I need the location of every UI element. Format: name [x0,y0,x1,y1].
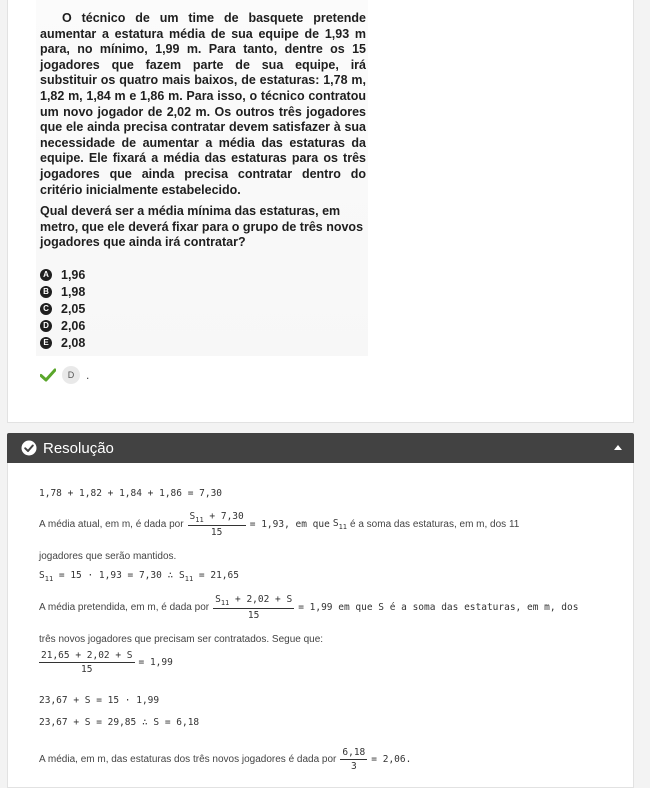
question-text [40,11,366,251]
fraction [340,747,367,772]
s-sub: 11 [195,515,204,524]
option-value: 1,96 [61,267,86,282]
s-sub: 11 [44,574,54,583]
option-a[interactable] [40,266,85,283]
denominator: 15 [210,526,223,538]
resolution-line-6: três novos jogadores que precisam ser contratados. Segue que: [39,634,324,645]
denominator: 15 [247,609,260,621]
equation: = 21,65 [193,570,239,581]
checkmark-icon [40,368,56,382]
resolution-line-5 [39,594,578,621]
option-value: 2,05 [61,301,86,316]
option-d[interactable] [40,317,85,334]
s-sub: 11 [184,574,194,583]
s-var: S [39,570,45,581]
option-letter-icon: B [40,286,52,298]
s-var: S [332,518,339,529]
option-letter-icon: C [40,303,52,315]
resolution-line-2 [39,511,519,538]
question-prompt: Qual deverá ser a média mínima das estaturas, em metro, que ele deverá fixar para o grupo de três novos jogadores que ainda irá contratar? [40,204,364,250]
denominator: 3 [350,761,357,772]
check-circle-icon [21,440,37,456]
resolution-line-3: jogadores que serão mantidos. [39,551,177,562]
text: A média, em m, das estaturas dos três novos jogadores é dada por [39,754,337,765]
text: A média pretendida, em m, é dada por [39,601,210,613]
answer-suffix: . [86,368,90,382]
equation: = 1,99 em que S é a soma das estaturas, em m, dos [298,601,579,613]
equation: = 1,93, em que [249,518,330,530]
resolution-line-9: 23,67 + S = 29,85 ∴ S = 6,18 [39,717,200,728]
denominator: 15 [81,664,93,675]
fraction [39,650,135,675]
option-e[interactable] [40,334,85,351]
options-list [40,266,85,351]
fraction [213,594,294,621]
option-value: 2,08 [61,335,86,350]
answer-row [40,366,89,384]
s-sub: 11 [338,522,347,531]
fraction [188,511,246,538]
option-b[interactable] [40,283,85,300]
resolution-title: Resolução [43,439,114,457]
resolution-line-8: 23,67 + S = 15 · 1,99 [39,695,160,706]
option-c[interactable] [40,300,85,317]
text: é a soma das estaturas, em m, dos 11 [350,518,520,530]
resolution-body [7,463,634,788]
resolution-line-10 [39,747,411,772]
numerator-tail: + 7,30 [203,511,244,522]
equation: = 2,06. [371,754,412,765]
resolution-line-1: 1,78 + 1,82 + 1,84 + 1,86 = 7,30 [39,488,223,499]
answer-badge: D [62,366,80,384]
resolution-line-7 [39,650,173,675]
numerator-tail: + 2,02 + S [229,594,293,605]
option-letter-icon: A [40,269,52,281]
option-value: 1,98 [61,284,86,299]
resolution-line-4 [39,570,239,583]
text: A média atual, em m, é dada por [39,518,184,530]
option-value: 2,06 [61,318,86,333]
question-paragraph: O técnico de um time de basquete pretende aumentar a estatura média de sua equipe de 1,93 m para, no mínimo, 1,99 m. Para tanto, dentre os 15 jogadores que fazem parte de sua equipe, irá substituir os quatro mais baixos, de estaturas: 1,78 m, 1,82 m, 1,84 m e 1,86 m. Para isso, o técnico contratou um novo jogador de 2,02 m. Os outros três jogadores que ele ainda precisa contratar devem satisfazer à sua necessidade de aumentar a média das estaturas da equipe. Ele fixará a média das estaturas para os três jogadores que ainda precisa contratar dentro do critério inicialmente estabelecido. [40,11,366,197]
option-letter-icon: E [40,337,52,349]
numerator: 21,65 + 2,02 + S [41,650,133,661]
option-letter-icon: D [40,320,52,332]
s-var: S [215,594,221,605]
s-var: S [179,570,185,581]
numerator: 6,18 [342,747,366,758]
collapse-caret-icon[interactable] [614,445,622,450]
equation: = 15 · 1,93 = 7,30 ∴ [53,570,180,581]
s-sub: 11 [220,598,230,607]
resolution-header[interactable] [7,433,634,463]
equation: = 1,99 [138,657,173,668]
s-var: S [189,511,196,522]
